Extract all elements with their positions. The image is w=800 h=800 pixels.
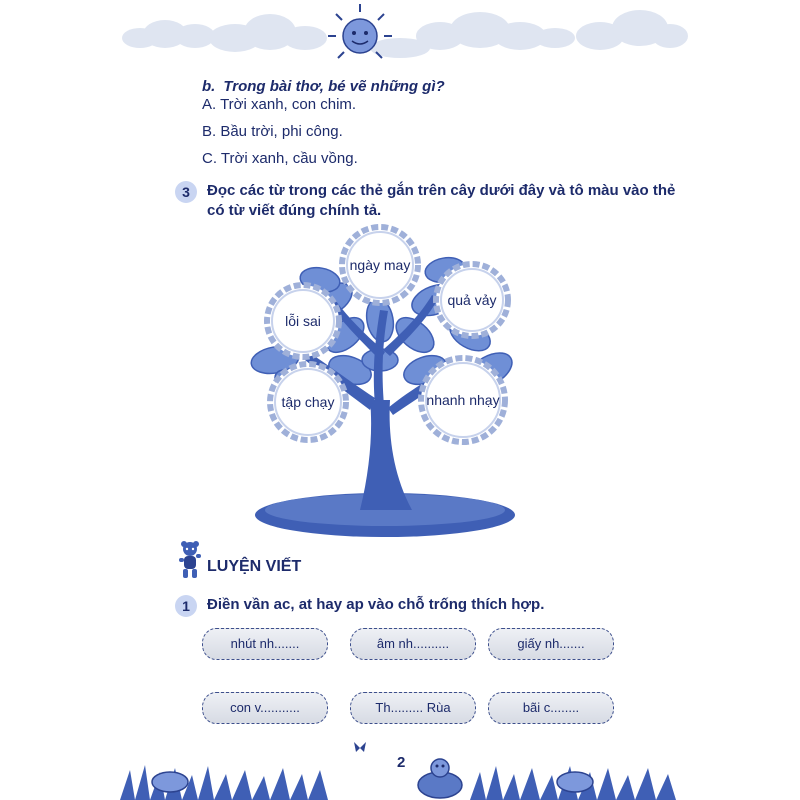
- mushroom-icon: [152, 772, 188, 792]
- section-title-luyen-viet: LUYỆN VIẾT: [207, 558, 302, 575]
- task3-number: 3: [175, 181, 197, 203]
- option-c[interactable]: C. Trời xanh, cầu vồng.: [202, 150, 358, 167]
- clouds-header-illustration: [0, 0, 800, 70]
- word-card-5[interactable]: [421, 358, 505, 442]
- option-b[interactable]: B. Bầu trời, phi công.: [202, 123, 343, 140]
- word-card-4[interactable]: [270, 364, 346, 440]
- page-number: 2: [397, 754, 406, 771]
- word-card-2[interactable]: [436, 264, 508, 336]
- mushroom-icon-2: [557, 772, 593, 792]
- word-card-5-text: nhanh nhạy: [426, 392, 500, 408]
- fill-blank-pill-1[interactable]: nhút nh.......: [202, 628, 328, 660]
- task3-line1: Đọc các từ trong các thẻ gắn trên cây dưới đây và tô màu vào thẻ: [207, 182, 676, 199]
- butterfly-icon: [354, 742, 366, 752]
- question-b-text: Trong bài thơ, bé vẽ những gì?: [223, 78, 445, 95]
- word-card-4-text: tập chạy: [281, 394, 335, 410]
- word-tree-illustration: [180, 210, 580, 545]
- bear-mascot-icon: [176, 540, 204, 580]
- word-card-3[interactable]: [267, 285, 339, 357]
- fill-blank-pill-2[interactable]: âm nh..........: [350, 628, 476, 660]
- word-card-1-text: ngày may: [349, 257, 411, 273]
- task1-instruction: Điền vần ac, at hay ap vào chỗ trống thích hợp.: [207, 596, 545, 613]
- word-card-3-text: lỗi sai: [285, 313, 321, 329]
- question-b: [202, 78, 445, 95]
- turtle-icon: [418, 759, 462, 798]
- option-a[interactable]: A. Trời xanh, con chim.: [202, 96, 357, 113]
- fill-blank-pill-6[interactable]: bãi c........: [488, 692, 614, 724]
- fill-blank-pill-4[interactable]: con v...........: [202, 692, 328, 724]
- question-b-label: b.: [202, 78, 216, 95]
- fill-blank-pill-3[interactable]: giấy nh.......: [488, 628, 614, 660]
- word-card-2-text: quả vảy: [447, 292, 497, 308]
- word-card-1[interactable]: [342, 227, 418, 303]
- fill-blank-pill-5[interactable]: Th......... Rùa: [350, 692, 476, 724]
- task3-line2: có từ viết đúng chính tả.: [207, 202, 382, 219]
- task1-number: 1: [175, 595, 197, 617]
